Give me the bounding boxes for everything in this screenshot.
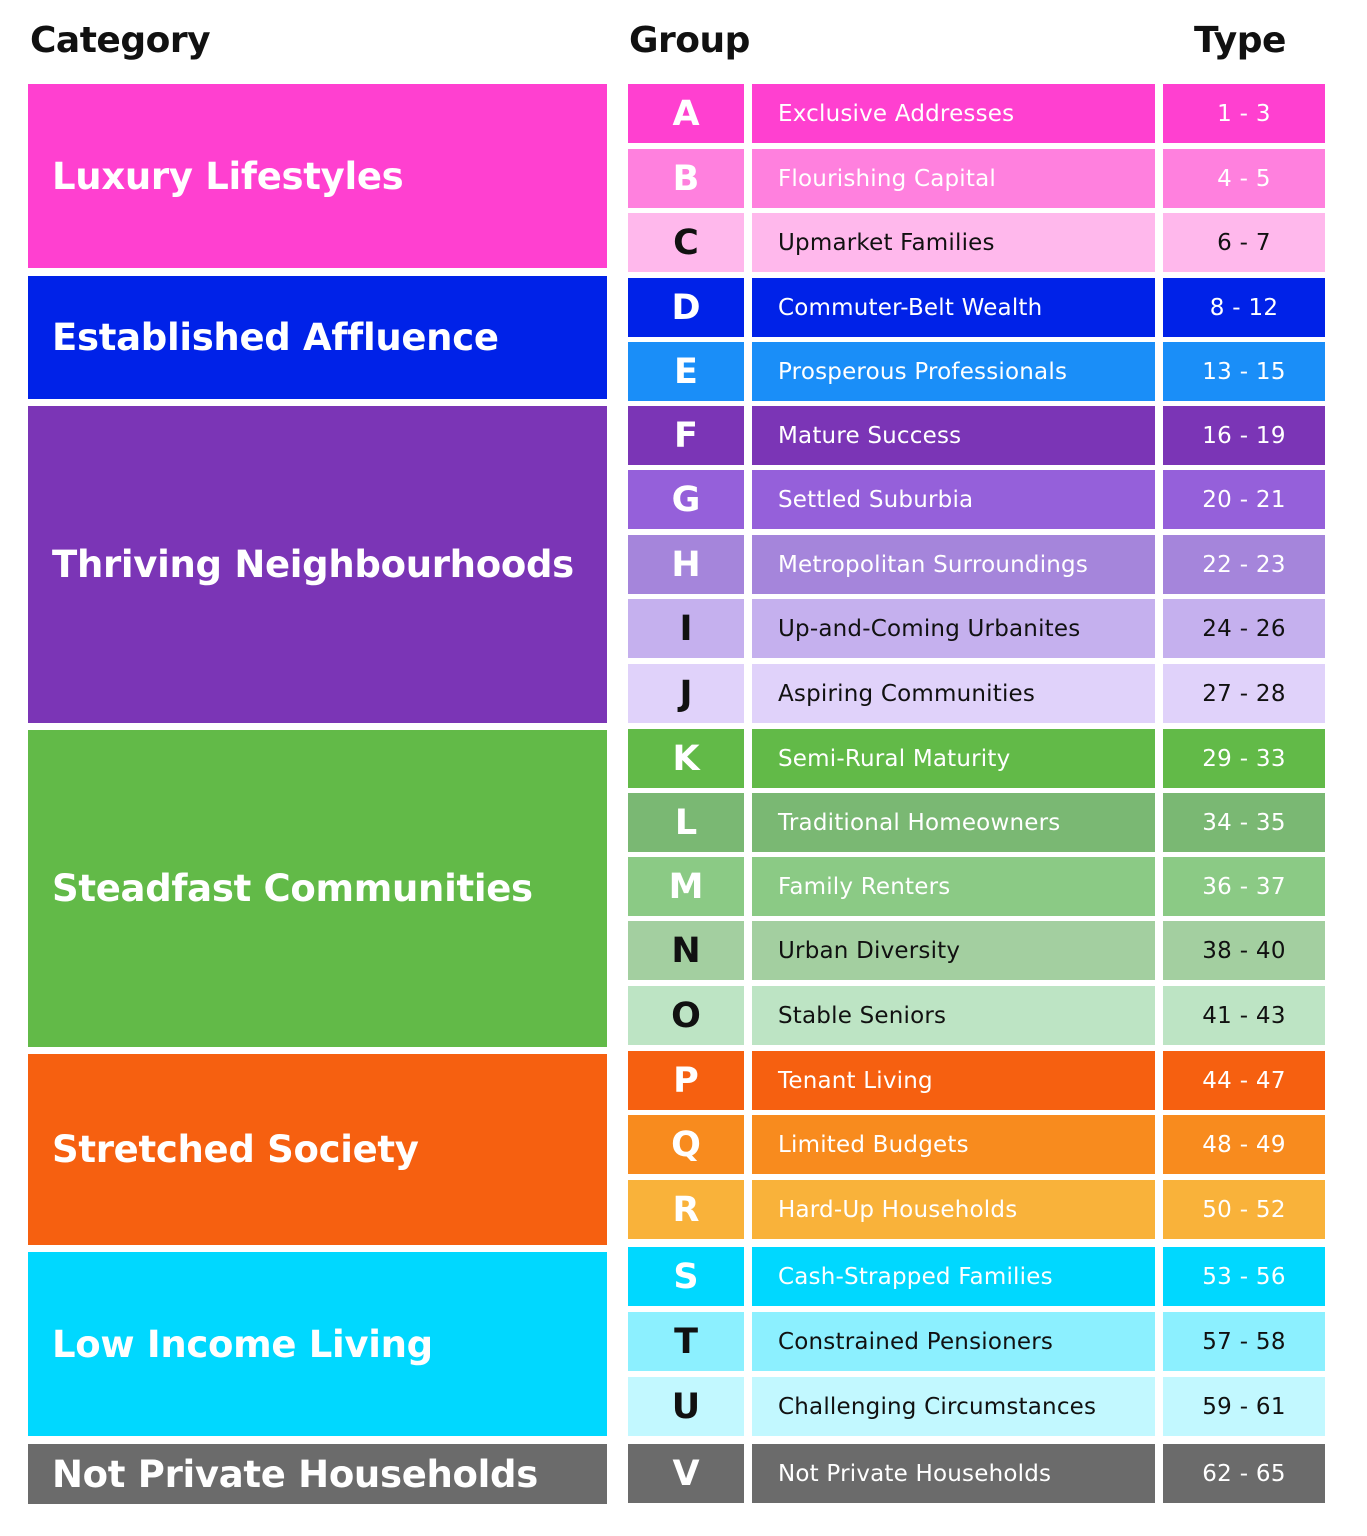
group-name: Aspiring Communities xyxy=(752,664,1155,723)
group-name: Urban Diversity xyxy=(752,921,1155,980)
group-type-range: 29 - 33 xyxy=(1163,729,1325,788)
group-type-range: 34 - 35 xyxy=(1163,793,1325,852)
group-letter: K xyxy=(628,729,744,788)
group-type-range: 20 - 21 xyxy=(1163,470,1325,529)
group-type-range: 16 - 19 xyxy=(1163,406,1325,465)
group-letter: R xyxy=(628,1180,744,1239)
group-name: Commuter-Belt Wealth xyxy=(752,278,1155,337)
group-letter: M xyxy=(628,857,744,916)
group-type-range: 62 - 65 xyxy=(1163,1444,1325,1503)
category-low-income-living: Low Income Living xyxy=(28,1252,607,1436)
group-name: Family Renters xyxy=(752,857,1155,916)
group-type-range: 24 - 26 xyxy=(1163,599,1325,658)
group-letter: T xyxy=(628,1312,744,1371)
group-type-range: 38 - 40 xyxy=(1163,921,1325,980)
group-letter: B xyxy=(628,149,744,208)
group-type-range: 8 - 12 xyxy=(1163,278,1325,337)
group-name: Semi-Rural Maturity xyxy=(752,729,1155,788)
category-steadfast-communities: Steadfast Communities xyxy=(28,730,607,1047)
category-stretched-society: Stretched Society xyxy=(28,1054,607,1245)
group-name: Cash-Strapped Families xyxy=(752,1247,1155,1306)
group-name: Tenant Living xyxy=(752,1051,1155,1110)
group-letter: F xyxy=(628,406,744,465)
category-luxury-lifestyles: Luxury Lifestyles xyxy=(28,84,607,268)
category-thriving-neighbourhoods: Thriving Neighbourhoods xyxy=(28,406,607,723)
group-type-range: 57 - 58 xyxy=(1163,1312,1325,1371)
group-name: Prosperous Professionals xyxy=(752,342,1155,401)
group-name: Up-and-Coming Urbanites xyxy=(752,599,1155,658)
group-type-range: 6 - 7 xyxy=(1163,213,1325,272)
group-letter: O xyxy=(628,986,744,1045)
group-letter: H xyxy=(628,535,744,594)
group-letter: V xyxy=(628,1444,744,1503)
group-letter: D xyxy=(628,278,744,337)
group-letter: J xyxy=(628,664,744,723)
group-letter: E xyxy=(628,342,744,401)
group-letter: C xyxy=(628,213,744,272)
group-type-range: 50 - 52 xyxy=(1163,1180,1325,1239)
group-letter: S xyxy=(628,1247,744,1306)
group-name: Traditional Homeowners xyxy=(752,793,1155,852)
group-letter: N xyxy=(628,921,744,980)
category-header: Category xyxy=(30,20,211,61)
group-name: Exclusive Addresses xyxy=(752,84,1155,143)
group-letter: I xyxy=(628,599,744,658)
group-type-range: 27 - 28 xyxy=(1163,664,1325,723)
group-name: Limited Budgets xyxy=(752,1115,1155,1174)
group-type-range: 22 - 23 xyxy=(1163,535,1325,594)
group-letter: L xyxy=(628,793,744,852)
group-letter: Q xyxy=(628,1115,744,1174)
group-name: Flourishing Capital xyxy=(752,149,1155,208)
group-type-range: 59 - 61 xyxy=(1163,1377,1325,1436)
group-type-range: 44 - 47 xyxy=(1163,1051,1325,1110)
group-type-range: 53 - 56 xyxy=(1163,1247,1325,1306)
group-type-range: 1 - 3 xyxy=(1163,84,1325,143)
group-type-range: 48 - 49 xyxy=(1163,1115,1325,1174)
group-name: Upmarket Families xyxy=(752,213,1155,272)
group-letter: P xyxy=(628,1051,744,1110)
group-name: Mature Success xyxy=(752,406,1155,465)
group-letter: A xyxy=(628,84,744,143)
group-letter: G xyxy=(628,470,744,529)
group-name: Metropolitan Surroundings xyxy=(752,535,1155,594)
group-header: Group xyxy=(629,20,750,61)
type-header: Type xyxy=(1194,20,1286,61)
group-type-range: 13 - 15 xyxy=(1163,342,1325,401)
group-name: Hard-Up Households xyxy=(752,1180,1155,1239)
category-not-private-households: Not Private Households xyxy=(28,1444,607,1504)
group-type-range: 4 - 5 xyxy=(1163,149,1325,208)
group-name: Challenging Circumstances xyxy=(752,1377,1155,1436)
group-name: Not Private Households xyxy=(752,1444,1155,1503)
group-type-range: 36 - 37 xyxy=(1163,857,1325,916)
group-name: Settled Suburbia xyxy=(752,470,1155,529)
group-name: Stable Seniors xyxy=(752,986,1155,1045)
group-name: Constrained Pensioners xyxy=(752,1312,1155,1371)
group-letter: U xyxy=(628,1377,744,1436)
group-type-range: 41 - 43 xyxy=(1163,986,1325,1045)
category-established-affluence: Established Affluence xyxy=(28,276,607,399)
